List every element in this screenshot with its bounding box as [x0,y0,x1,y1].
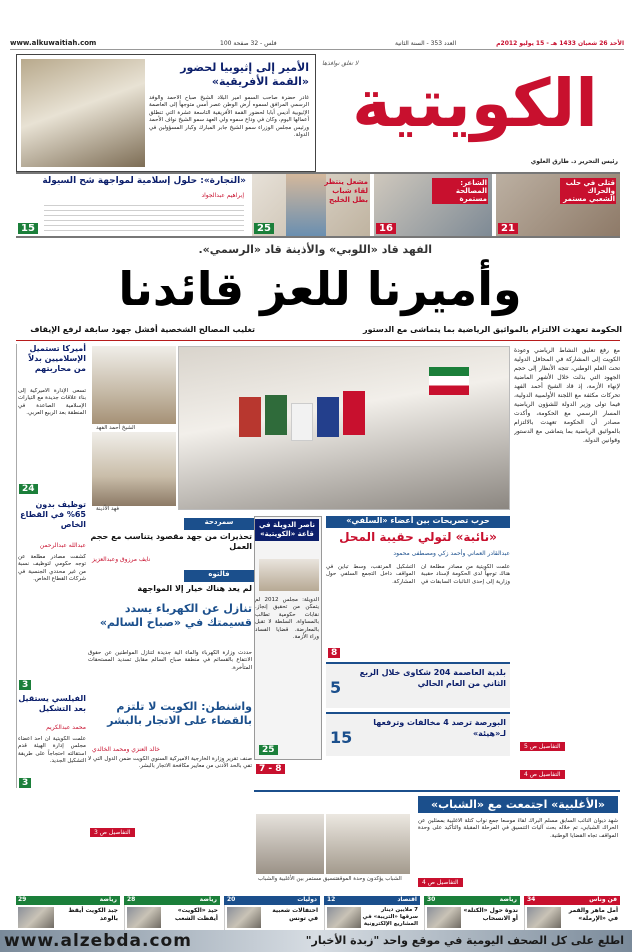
strip-section: دوليات [224,896,320,905]
flag [291,403,313,441]
strip-title: ندوة حول «الكتلة» أو الانسحاب [463,907,518,922]
side-story-title[interactable]: أميركا تستميل الإسلاميين بدلاً من محاربتهم [28,344,86,373]
teaser-page-number: 16 [376,223,396,234]
middle-author: عبدالقادر العماني وأحمد زكي ومصطفى محمود [393,550,510,557]
teaser-title: الشاعر: المصالحة مستمرة [432,178,488,204]
strip-photo [427,907,461,928]
photo-caption: تنسيق مستمر بين الأغلبية والشباب [258,876,338,882]
middle-headline[interactable]: «نائبة» لتولي حقيبة المحل [339,530,497,544]
main-subheadline-left: تغليب المصالح الشخصية أفشل جهود سابقة لرفع الإيقاف [30,325,255,334]
strip-section: رياضة [124,896,220,905]
main-photo [178,346,510,510]
interview-box [254,516,322,760]
feature-photo [326,814,410,874]
center-teaser[interactable]: تحذيرات من جهد مقصود يتناسب مع حجم العمل [90,532,252,552]
teaser-title: «التجارة»: حلول إسلامية لمواجهة شح السيولة [42,176,246,186]
strip-title: أمل ماهر والقمر في «الإرملة» [568,907,618,922]
side-story-page: 3 [19,680,31,690]
footer-url[interactable]: www.alzebda.com [4,931,192,951]
strip-page: 29 [18,896,27,903]
strip-section: اقتصاد [324,896,420,905]
strip-photo [18,907,54,928]
masthead-slogan: لا تغلق نوافذها [322,60,359,67]
side-column [16,344,88,788]
photo-caption: فهد الأذينة [96,506,120,512]
flag [317,397,339,437]
flag [343,391,365,435]
main-subheadline-right: الحكومة تعهدت الالتزام بالمواثيق الرياضية بما يتماشى مع الدستور [363,325,622,334]
side-story-body: تسعى الإدارة الأميركية إلى بناء علاقات جديدة مع التيارات الإسلامية الصاعدة في المنطقة بعد الربيع العربي. [18,388,86,417]
side-story-body: كشفت مصادر مطلعة عن توجه حكومي لتوظيف نسبة من غير محددي الجنسية في شركات القطاع الخاص. [18,554,86,583]
teaser-page-number: 21 [498,223,518,234]
top-story-body: غادر حضرة صاحب السمو أمير البلاد الشيخ صباح الأحمد والوفد الرسمي المرافق لسموه أرض الوطن عصر أمس متوجهاً إلى العاصمة الإثيوبية أديس أبابا لحضور القمة الأفريقية التاسعة عشرة التي تنطلق أعمالها اليوم، وكان في وداع سموه ولي العهد سمو الشيخ نواف الأحمد ورئيس مجلس الوزراء سمو الشيخ جابر المبارك وكبار المسؤولين في الدولة. [149,95,309,139]
teaser-author: إبراهيم عبدالجواد [201,192,244,199]
teaser-item[interactable] [374,174,492,236]
strip-photo [127,907,161,928]
strip-item[interactable] [324,896,420,930]
strip-title: 7 ملايين دينار سرقها «التريبة» في المشاريع الإلكترونية [362,907,418,927]
top-story-photo [21,59,145,167]
masthead-logo[interactable]: الكويتية [352,65,598,142]
news-page: 5 [330,678,342,697]
strip-item[interactable] [124,896,220,930]
news-page: 15 [330,728,353,747]
teaser-page-number: 25 [254,223,274,234]
side-story-page: 3 [19,778,31,788]
issue-date: الأحد 26 شعبان 1433 هـ - 15 يوليو 2012م [496,40,624,47]
main-headline[interactable]: وأميرنا للعز قائدنا [118,262,522,316]
strip-photo [327,907,361,928]
strip-item[interactable] [224,896,320,930]
teaser-body [44,201,244,231]
strip-page: 34 [527,896,536,903]
feature-photo [256,814,324,874]
side-story-title[interactable]: الفيلسي يستقيل بعد التشكيل [18,694,86,713]
divider [16,340,620,341]
price-pages: 100 فلس - 32 صفحة [220,40,277,47]
strip-page: 30 [427,896,436,903]
middle-body: علمت الكويتية من مصادر مطلعة أن هناك توجهاً لدى الحكومة لإسناد حقيبة وزارية إلى إحدى النائبات السابقات في التشكيل المرتقب، وسط تباين في المواقف داخل التجمع السلفي حول المشاركة. [326,564,510,585]
side-story-title[interactable]: توظيف بدون 65% في القطاع الخاص [20,500,86,529]
teaser-item[interactable] [496,174,620,236]
side-story-author: عبدالله عبدالرحمن [39,542,86,549]
teaser-title: قتلى في حلب والحراك الشعبي مستمر [560,178,616,204]
middle-heading: حرب تصريحات بين أعضاء «السلفي» [326,516,510,528]
masthead-tagline: رئيس التحرير د. طارق العلوي [530,158,618,165]
strip-section: فن وناس [524,896,620,905]
bottom-strip [16,896,620,930]
center-author: نايف مرزوق وعبدالعزيز [92,556,151,563]
portrait-photo [92,346,176,424]
main-article-body: مع رفع تعليق النشاط الرياضي وعودة الكويت إلى المشاركة في المحافل الدولية تحت العلم الوطني، تتجه الأنظار إلى حجم الجهود التي بذلت خلال الأشهر الماضية لإنهاء الأزمة، إذ قاد الشيخ أحمد الفهد تحركات مكثفة مع اللجنة الأولمبية الدولية، فيما تولى وزير الدولة للشؤون الرياضية المسار الرسمي مع الحكومة، وأكدت مصادر أن الحكومة تعهدت بالالتزام بالمواثيق الرياضية بما يتماشى مع الدستور وقوانين الدولة. [514,347,620,444]
feature-box [254,790,620,890]
teaser-banner [16,172,620,238]
center-headline[interactable]: واشنطن: الكويت لا تلتزم بالقضاء على الاتجار بالبشر [107,700,252,728]
continue-link[interactable]: التفاصيل ص 4 [418,878,463,887]
strip-title: احتفالات شعبية في تونس [272,907,318,922]
strip-photo [227,907,261,928]
top-bar [10,38,624,50]
continue-link[interactable]: التفاصيل ص 4 [520,770,565,779]
teaser-item[interactable] [252,174,370,236]
flag [265,395,287,435]
feature-headline[interactable]: «الأغلبية» اجتمعت مع «الشباب» [418,796,618,813]
interview-page: 25 [259,745,278,755]
main-kicker: الفهد قاد «اللوبي» والأذينة قاد «الرسمي». [198,243,432,256]
strip-page: 12 [327,896,336,903]
strip-page: 28 [127,896,136,903]
teaser-page-number: 15 [18,223,38,234]
top-story-headline[interactable]: الأمير إلى إثيوبيا لحضور «القمة الأفريقية» [180,61,309,89]
flag [239,397,261,437]
strip-item[interactable] [424,896,520,930]
news-title: البورصة ترصد 4 مخالفات وترفعها لـ«هيئة» [373,718,506,738]
center-body: صنف تقرير وزارة الخارجية الأميركية السنوي الكويت ضمن الدول التي لا تفي بالحد الأدنى من معايير مكافحة الاتجار بالبشر. [88,756,252,770]
continue-link[interactable]: التفاصيل ص 5 [520,742,565,751]
top-story-box [16,54,316,172]
section-label: فالتوه [184,570,254,582]
website-url[interactable]: www.alkuwaitiah.com [10,39,97,47]
interview-title[interactable]: ناصر الدويلة في قاعة «الكويتية» [255,519,319,541]
teaser-title: مشعل ينتظر لقاء شباب بطل الخليج [324,178,368,204]
center-author: خالد العنزي ومحمد الخالدي [92,746,160,753]
strip-page: 20 [227,896,236,903]
strip-item[interactable] [524,896,620,930]
news-box[interactable] [326,662,510,708]
center-body: حددت وزارة الكهرباء والماء آلية جديدة لتنازل المواطنين عن حقوق الانتفاع بالقسائم في منطقة صباح السالم مقابل تسديد المستحقات المتأخرة. [88,650,252,671]
strip-section: رياضة [16,896,120,905]
news-title: بلدية العاصمة 204 شكاوى خلال الربع الثاني من العام الحالي [359,668,506,688]
feature-body: شهد ديوان النائب السابق مسلم البراك لقاءً موسعاً جمع نواب كتلة الأغلبية بممثلين عن الحراك الشبابي، تم خلاله بحث آليات التنسيق في المرحلة المقبلة والتأكيد على وحدة المواقف تجاه القضايا الوطنية. [418,818,618,839]
strip-section: رياضة [424,896,520,905]
flag [429,367,469,395]
photo-caption: الشيخ أحمد الفهد [96,425,136,431]
center-teaser[interactable]: لم يعد هناك خيار إلا المواجهة [137,584,252,593]
footer-band [0,930,632,952]
interview-body: الدويلة: مجلس 2012 لم يتمكن من تحقيق إنجاز. نقابات حكومية تطالب بالمساواة. السلطة لا تقبل بالمعارضة. قضايا الفساد وراء الأزمة. [255,597,319,641]
masthead [322,54,622,172]
side-story-page: 24 [19,484,38,494]
footer-promo[interactable]: اطلع على كل الصحف اليومية في موقع واحد "زبدة الأخبار" [305,934,624,947]
strip-item[interactable] [16,896,120,930]
page-number: 8 - 7 [256,764,285,774]
issue-number: العدد 353 - السنة الثانية [395,40,457,47]
middle-page: 8 [328,648,340,658]
photo-caption: الشباب يؤكدون وحدة الموقف [334,876,402,882]
teaser-item[interactable] [16,174,248,236]
strip-title: حيد «الكويت» أيقظت الشعب [174,907,218,922]
section-label: سمردحة [184,518,254,530]
strip-title: جبد الكويت أيقظ بالوعد [68,907,118,922]
interview-photo [259,559,319,591]
side-story-author: محمد عبدالكريم [46,724,86,731]
portrait-photo [92,432,176,506]
center-headline[interactable]: تنازل عن الكهرباء يسدد قسيمتك في «صباح السالم» [99,602,252,630]
strip-photo [527,907,561,928]
side-story-body: علمت الكويتية أن أحد أعضاء مجلس إدارة الهيئة قدم استقالته احتجاجاً على طريقة التشكيل الجديد. [18,736,86,765]
news-box[interactable] [326,712,510,756]
continue-link[interactable]: التفاصيل ص 3 [90,828,135,837]
